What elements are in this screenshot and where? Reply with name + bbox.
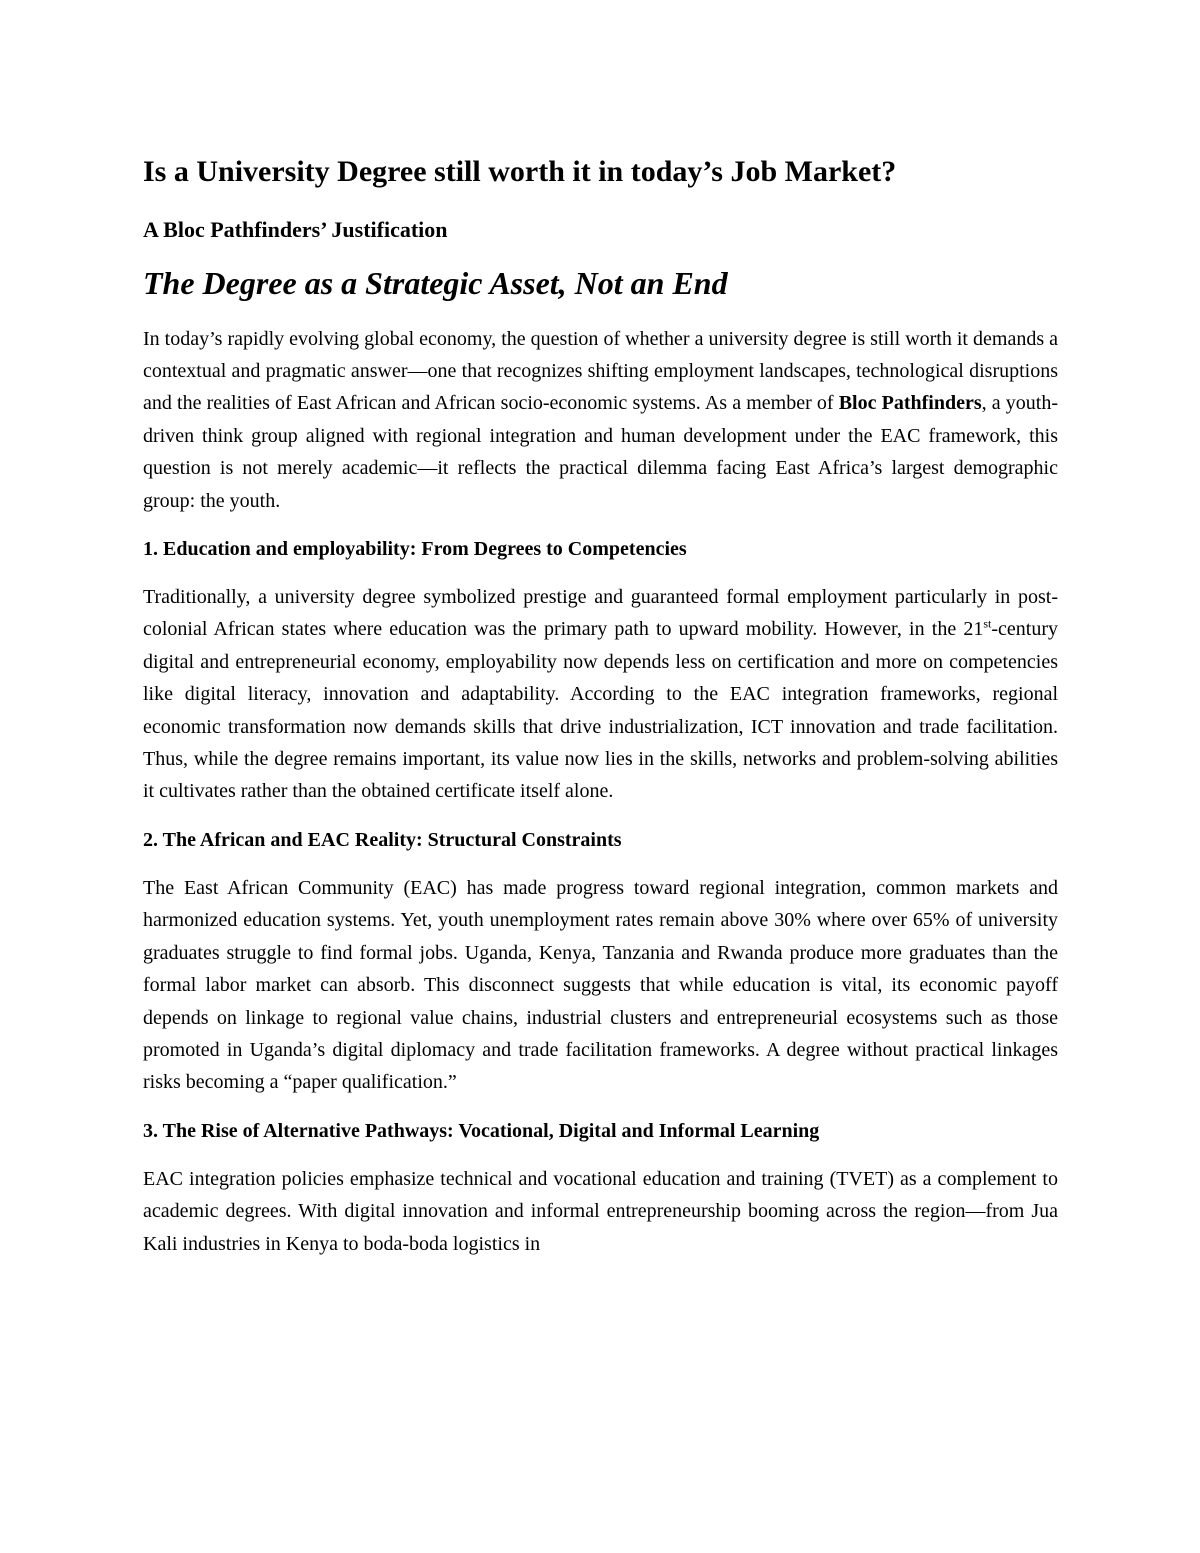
document-subtitle: A Bloc Pathfinders’ Justification bbox=[143, 217, 448, 242]
intro-text-part2: , a youth-driven think group aligned with regional integration and human development under the EAC framework, this question is not merely academic—it reflects the practical dilemma facing East Africa’s largest demographic group: the youth. bbox=[143, 392, 1059, 512]
section2-heading: 2. The African and EAC Reality: Structural Constraints bbox=[143, 828, 622, 851]
intro-text-part1: In today’s rapidly evolving global economy, the question of whether a university degree is still worth it demands a contextual and pragmatic answer—one that recognizes shifting employment landscapes, technological disruptions and the realities of East African and African socio-economic systems. As a member of bbox=[143, 327, 1058, 415]
section1-paragraph bbox=[143, 581, 1058, 808]
document-page bbox=[143, 154, 1058, 1278]
section3-paragraph: EAC integration policies emphasize technical and vocational education and training (TVET) as a complement to academic degrees. With digital innovation and informal entrepreneurship booming across the region—from Jua Kali industries in Kenya to boda-boda logistics in bbox=[143, 1167, 1058, 1255]
section1-heading: 1. Education and employability: From Degrees to Competencies bbox=[143, 538, 687, 561]
section1-text-part2: -century digital and entrepreneurial economy, employability now depends less on certification and more on competencies like digital literacy, innovation and adaptability. According to the EAC integration frameworks, regional economic transformation now demands skills that drive industrialization, ICT innovation and trade facilitation. Thus, while the degree remains important, its value now lies in the skills, networks and problem-solving abilities it cultivates rather than the obtained certificate itself alone. bbox=[143, 618, 1058, 803]
intro-paragraph bbox=[143, 323, 1058, 517]
section2-paragraph: The East African Community (EAC) has made progress toward regional integration, common markets and harmonized education systems. Yet, youth unemployment rates remain above 30% where over 65% of university graduates struggle to find formal jobs. Uganda, Kenya, Tanzania and Rwanda produce more graduates than the formal labor market can absorb. This disconnect suggests that while education is vital, its economic payoff depends on linkage to regional value chains, industrial clusters and entrepreneurial ecosystems such as those promoted in Uganda’s digital diplomacy and trade facilitation frameworks. A degree without practical linkages risks becoming a “paper qualification.” bbox=[143, 876, 1058, 1094]
section1-superscript: st bbox=[983, 616, 992, 631]
document-title: Is a University Degree still worth it in today’s Job Market? bbox=[143, 155, 897, 188]
section-heading: The Degree as a Strategic Asset, Not an End bbox=[143, 264, 728, 301]
section1-text-part1: Traditionally, a university degree symbolized prestige and guaranteed formal employment particularly in post-colonial African states where education was the primary path to upward mobility. However, in the 21 bbox=[143, 586, 1058, 641]
section3-heading: 3. The Rise of Alternative Pathways: Vocational, Digital and Informal Learning bbox=[143, 1119, 820, 1142]
intro-bold-org-name: Bloc Pathfinders bbox=[838, 392, 982, 415]
